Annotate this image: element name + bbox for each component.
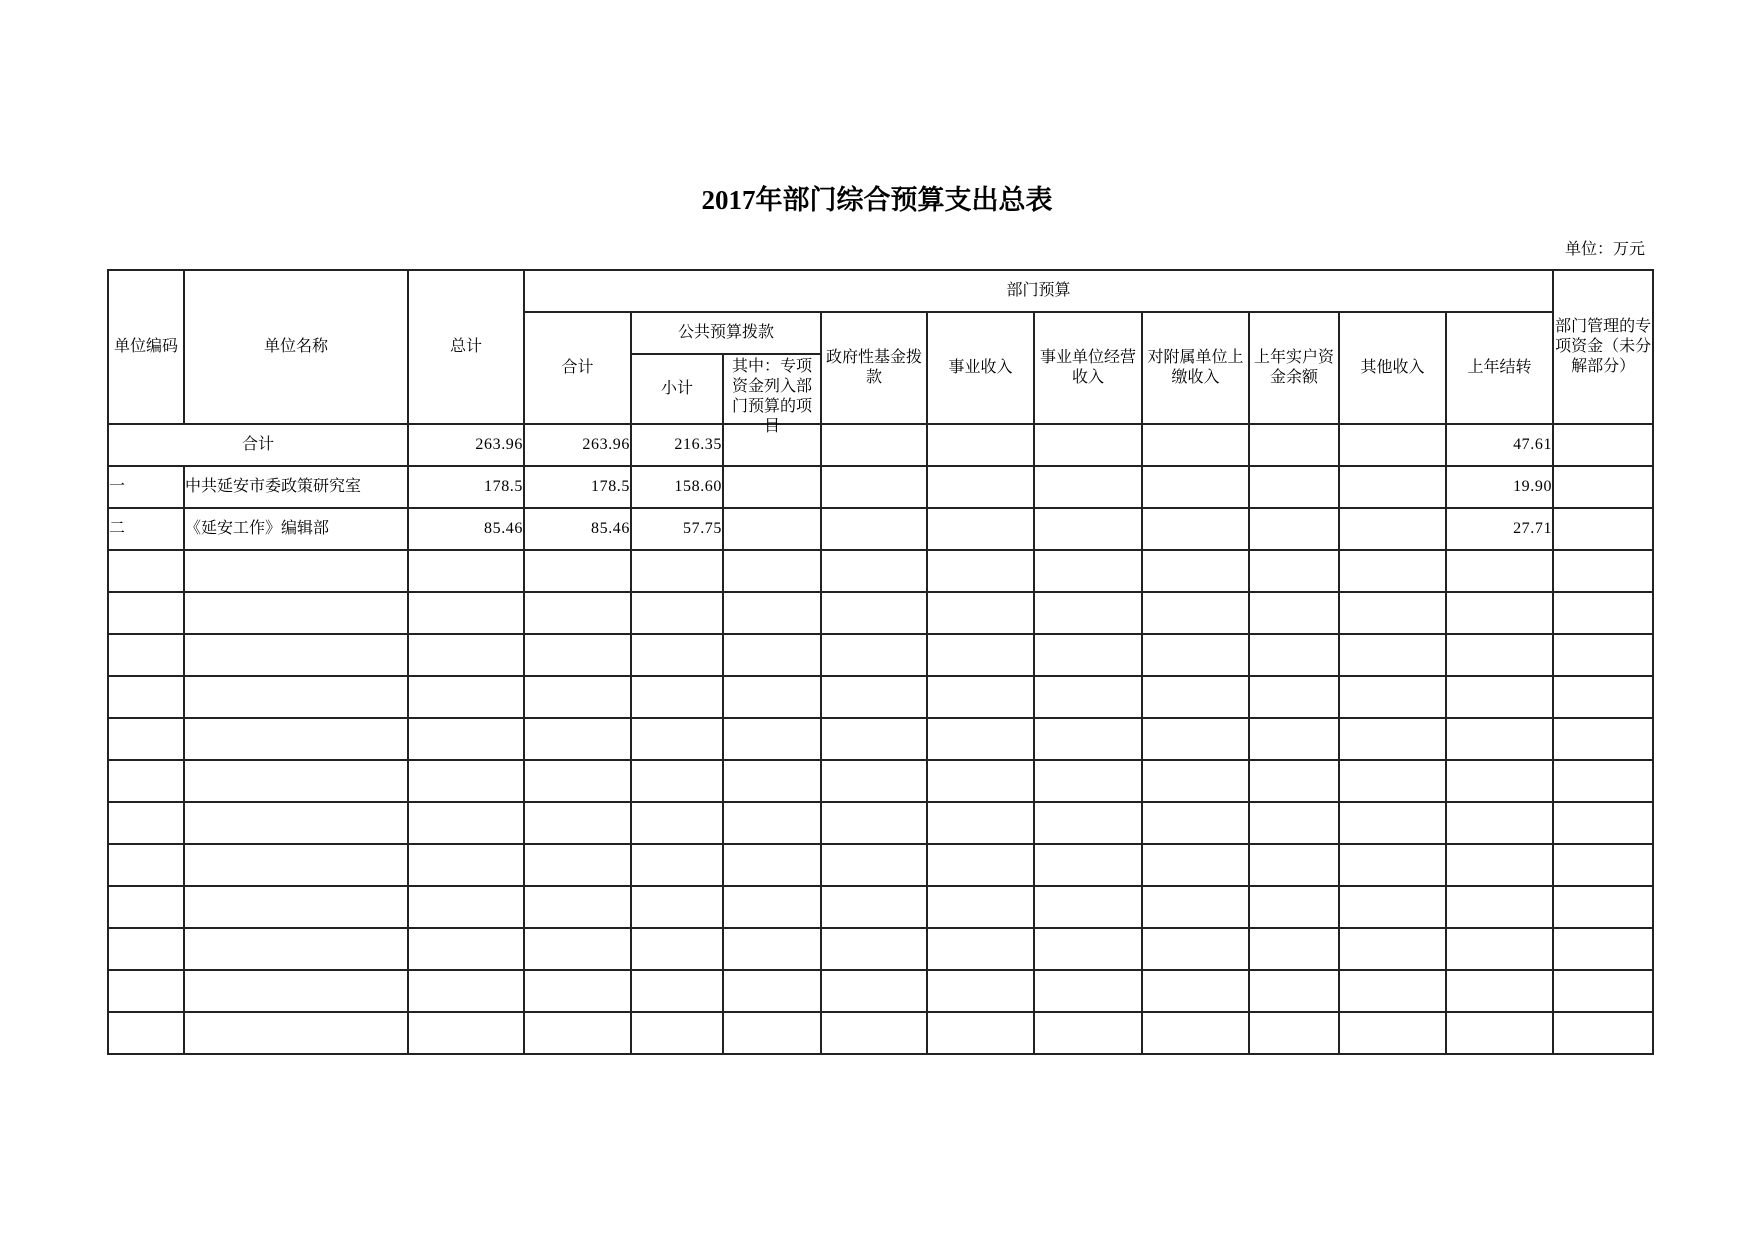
empty-row [108, 928, 1653, 970]
empty-cell [723, 550, 821, 592]
empty-cell [1034, 676, 1142, 718]
empty-cell [1142, 550, 1249, 592]
empty-cell [1142, 802, 1249, 844]
empty-row [108, 550, 1653, 592]
empty-cell [1249, 592, 1339, 634]
empty-cell [108, 592, 184, 634]
empty-cell [1034, 1012, 1142, 1054]
empty-cell [1034, 592, 1142, 634]
empty-cell [723, 928, 821, 970]
empty-cell [927, 592, 1034, 634]
row-dept-managed-special-fund [1553, 508, 1653, 550]
empty-cell [108, 970, 184, 1012]
empty-cell [1339, 550, 1446, 592]
row-total: 178.5 [408, 466, 524, 508]
empty-cell [408, 1012, 524, 1054]
empty-cell [408, 844, 524, 886]
page-title: 2017年部门综合预算支出总表 [701, 185, 1053, 215]
header-gov-fund-allocation: 政府性基金拨款 [821, 312, 927, 424]
empty-cell [1034, 718, 1142, 760]
empty-cell [821, 634, 927, 676]
row-business-income [927, 508, 1034, 550]
row-public-subtotal: 158.60 [631, 466, 723, 508]
empty-cell [1446, 1012, 1553, 1054]
header-prior-year-account-balance: 上年实户资金余额 [1249, 312, 1339, 424]
empty-cell [1142, 718, 1249, 760]
header-other-income: 其他收入 [1339, 312, 1446, 424]
row-public-special-included [723, 466, 821, 508]
header-public-budget-allocation: 公共预算拨款 [631, 312, 821, 354]
empty-cell [631, 844, 723, 886]
empty-cell [1142, 928, 1249, 970]
empty-cell [631, 928, 723, 970]
row-unit-name: 中共延安市委政策研究室 [184, 466, 408, 508]
empty-cell [1339, 634, 1446, 676]
total-row-subsidiary-remittance-income [1142, 424, 1249, 466]
empty-cell [1553, 970, 1653, 1012]
empty-cell [723, 676, 821, 718]
header-total: 总计 [408, 270, 524, 424]
empty-cell [184, 760, 408, 802]
empty-cell [1142, 592, 1249, 634]
empty-cell [821, 928, 927, 970]
empty-cell [524, 844, 631, 886]
row-gov-fund-allocation [821, 466, 927, 508]
empty-cell [723, 886, 821, 928]
empty-cell [631, 886, 723, 928]
empty-cell [1142, 844, 1249, 886]
row-other-income [1339, 508, 1446, 550]
row-public-special-included [723, 508, 821, 550]
empty-cell [524, 970, 631, 1012]
empty-row [108, 676, 1653, 718]
empty-cell [1446, 760, 1553, 802]
empty-cell [821, 592, 927, 634]
empty-cell [524, 886, 631, 928]
header-dept-budget-total: 合计 [524, 312, 631, 424]
empty-cell [821, 760, 927, 802]
empty-cell [184, 928, 408, 970]
empty-cell [108, 844, 184, 886]
empty-cell [108, 718, 184, 760]
empty-cell [524, 634, 631, 676]
empty-cell [408, 592, 524, 634]
header-dept-managed-special-fund: 部门管理的专项资金（未分解部分） [1553, 270, 1653, 424]
empty-cell [408, 886, 524, 928]
empty-cell [524, 676, 631, 718]
empty-cell [1339, 676, 1446, 718]
empty-cell [1446, 550, 1553, 592]
empty-cell [184, 676, 408, 718]
empty-cell [1553, 1012, 1653, 1054]
empty-cell [1249, 928, 1339, 970]
empty-cell [1034, 760, 1142, 802]
empty-cell [723, 844, 821, 886]
empty-cell [108, 760, 184, 802]
empty-cell [1034, 844, 1142, 886]
empty-cell [927, 1012, 1034, 1054]
empty-cell [1142, 970, 1249, 1012]
row-unit-code: 一 [108, 466, 184, 508]
empty-cell [1034, 928, 1142, 970]
budget-expenditure-table [107, 269, 1654, 1055]
empty-cell [524, 1012, 631, 1054]
empty-cell [723, 760, 821, 802]
empty-cell [1249, 970, 1339, 1012]
header-business-operating-income: 事业单位经营收入 [1034, 312, 1142, 424]
empty-cell [1249, 886, 1339, 928]
empty-cell [1339, 1012, 1446, 1054]
empty-cell [821, 676, 927, 718]
empty-cell [184, 592, 408, 634]
empty-cell [927, 718, 1034, 760]
empty-cell [1339, 844, 1446, 886]
empty-cell [927, 970, 1034, 1012]
row-prior-year-carryover: 19.90 [1446, 466, 1553, 508]
empty-cell [1034, 802, 1142, 844]
empty-cell [631, 718, 723, 760]
table-row [108, 508, 1653, 550]
empty-cell [1446, 634, 1553, 676]
empty-cell [1034, 634, 1142, 676]
header-public-special-included: 其中：专项资金列入部门预算的项目 [731, 358, 812, 435]
empty-cell [408, 550, 524, 592]
empty-cell [821, 550, 927, 592]
empty-cell [723, 802, 821, 844]
total-row [108, 424, 1653, 466]
empty-cell [1446, 844, 1553, 886]
empty-cell [408, 928, 524, 970]
empty-cell [1446, 718, 1553, 760]
empty-cell [1249, 634, 1339, 676]
empty-cell [723, 718, 821, 760]
empty-cell [631, 802, 723, 844]
empty-cell [927, 802, 1034, 844]
row-dept-budget-total: 178.5 [524, 466, 631, 508]
empty-cell [524, 718, 631, 760]
empty-cell [631, 760, 723, 802]
empty-row [108, 634, 1653, 676]
empty-cell [1249, 550, 1339, 592]
empty-cell [1034, 970, 1142, 1012]
empty-cell [408, 634, 524, 676]
header-business-income: 事业收入 [927, 312, 1034, 424]
empty-cell [1249, 676, 1339, 718]
header-row-1 [108, 270, 1653, 312]
empty-cell [408, 802, 524, 844]
empty-cell [524, 550, 631, 592]
empty-row [108, 802, 1653, 844]
row-gov-fund-allocation [821, 508, 927, 550]
empty-cell [1142, 1012, 1249, 1054]
row-other-income [1339, 466, 1446, 508]
empty-cell [408, 676, 524, 718]
row-subsidiary-remittance-income [1142, 466, 1249, 508]
table-body [108, 270, 1653, 1054]
empty-cell [524, 802, 631, 844]
empty-cell [927, 550, 1034, 592]
empty-cell [1339, 592, 1446, 634]
empty-cell [1339, 718, 1446, 760]
empty-cell [408, 760, 524, 802]
empty-cell [108, 928, 184, 970]
total-row-other-income [1339, 424, 1446, 466]
empty-cell [1142, 760, 1249, 802]
empty-cell [1553, 928, 1653, 970]
total-row-gov-fund-allocation [821, 424, 927, 466]
empty-cell [1553, 844, 1653, 886]
empty-cell [184, 886, 408, 928]
empty-cell [1339, 970, 1446, 1012]
empty-cell [1339, 928, 1446, 970]
row-dept-managed-special-fund [1553, 466, 1653, 508]
empty-cell [1249, 760, 1339, 802]
row-business-operating-income [1034, 508, 1142, 550]
total-row-label: 合计 [108, 424, 408, 466]
row-unit-code: 二 [108, 508, 184, 550]
empty-row [108, 1012, 1653, 1054]
empty-cell [821, 970, 927, 1012]
empty-cell [927, 844, 1034, 886]
empty-cell [1339, 802, 1446, 844]
empty-cell [927, 928, 1034, 970]
empty-cell [524, 760, 631, 802]
empty-cell [1142, 634, 1249, 676]
empty-cell [408, 718, 524, 760]
row-business-operating-income [1034, 466, 1142, 508]
empty-cell [723, 592, 821, 634]
empty-cell [524, 592, 631, 634]
total-row-business-operating-income [1034, 424, 1142, 466]
empty-cell [1446, 928, 1553, 970]
empty-cell [631, 676, 723, 718]
empty-cell [1446, 592, 1553, 634]
header-unit-code: 单位编码 [108, 270, 184, 424]
empty-cell [1446, 886, 1553, 928]
empty-row [108, 970, 1653, 1012]
empty-cell [631, 550, 723, 592]
empty-cell [184, 844, 408, 886]
row-subsidiary-remittance-income [1142, 508, 1249, 550]
total-row-prior-year-carryover: 47.61 [1446, 424, 1553, 466]
header-public-special-included-cell [723, 354, 821, 435]
empty-cell [108, 1012, 184, 1054]
empty-cell [1553, 592, 1653, 634]
empty-cell [184, 1012, 408, 1054]
empty-cell [821, 886, 927, 928]
empty-cell [108, 802, 184, 844]
empty-cell [108, 550, 184, 592]
unit-label: 单位：万元 [1564, 241, 1645, 258]
empty-cell [723, 970, 821, 1012]
table-row [108, 466, 1653, 508]
empty-cell [1339, 760, 1446, 802]
empty-cell [1553, 886, 1653, 928]
empty-cell [108, 676, 184, 718]
empty-cell [1446, 676, 1553, 718]
header-unit-name: 单位名称 [184, 270, 408, 424]
empty-row [108, 718, 1653, 760]
empty-cell [524, 928, 631, 970]
row-dept-budget-total: 85.46 [524, 508, 631, 550]
total-row-dept-budget-total: 263.96 [524, 424, 631, 466]
empty-cell [1249, 802, 1339, 844]
empty-cell [184, 634, 408, 676]
total-row-dept-managed-special-fund [1553, 424, 1653, 466]
empty-cell [1339, 886, 1446, 928]
empty-cell [631, 1012, 723, 1054]
empty-row [108, 844, 1653, 886]
empty-cell [184, 718, 408, 760]
empty-cell [184, 550, 408, 592]
total-row-business-income [927, 424, 1034, 466]
empty-row [108, 886, 1653, 928]
total-row-prior-year-account-balance [1249, 424, 1339, 466]
total-row-total: 263.96 [408, 424, 524, 466]
empty-cell [927, 634, 1034, 676]
empty-cell [631, 634, 723, 676]
empty-cell [1142, 676, 1249, 718]
row-prior-year-account-balance [1249, 466, 1339, 508]
row-public-subtotal: 57.75 [631, 508, 723, 550]
empty-cell [1553, 634, 1653, 676]
empty-cell [821, 844, 927, 886]
empty-cell [631, 592, 723, 634]
empty-row [108, 592, 1653, 634]
empty-cell [927, 760, 1034, 802]
empty-cell [1034, 886, 1142, 928]
empty-cell [1142, 886, 1249, 928]
row-business-income [927, 466, 1034, 508]
empty-cell [1249, 1012, 1339, 1054]
header-dept-budget: 部门预算 [524, 270, 1553, 312]
empty-cell [1553, 718, 1653, 760]
header-prior-year-carryover: 上年结转 [1446, 312, 1553, 424]
empty-cell [108, 634, 184, 676]
header-subsidiary-remittance-income: 对附属单位上缴收入 [1142, 312, 1249, 424]
empty-cell [821, 802, 927, 844]
empty-cell [723, 1012, 821, 1054]
empty-cell [1553, 550, 1653, 592]
empty-cell [927, 676, 1034, 718]
empty-cell [1446, 970, 1553, 1012]
empty-cell [1034, 550, 1142, 592]
row-unit-name: 《延安工作》编辑部 [184, 508, 408, 550]
row-prior-year-account-balance [1249, 508, 1339, 550]
row-total: 85.46 [408, 508, 524, 550]
row-prior-year-carryover: 27.71 [1446, 508, 1553, 550]
empty-cell [1553, 802, 1653, 844]
empty-cell [1553, 760, 1653, 802]
empty-cell [108, 886, 184, 928]
empty-cell [1249, 718, 1339, 760]
total-row-public-subtotal: 216.35 [631, 424, 723, 466]
empty-cell [184, 970, 408, 1012]
empty-cell [821, 1012, 927, 1054]
empty-cell [723, 634, 821, 676]
empty-cell [1553, 676, 1653, 718]
empty-row [108, 760, 1653, 802]
empty-cell [1446, 802, 1553, 844]
empty-cell [631, 970, 723, 1012]
empty-cell [821, 718, 927, 760]
empty-cell [1249, 844, 1339, 886]
empty-cell [927, 886, 1034, 928]
empty-cell [408, 970, 524, 1012]
empty-cell [184, 802, 408, 844]
header-public-subtotal: 小计 [631, 354, 723, 424]
